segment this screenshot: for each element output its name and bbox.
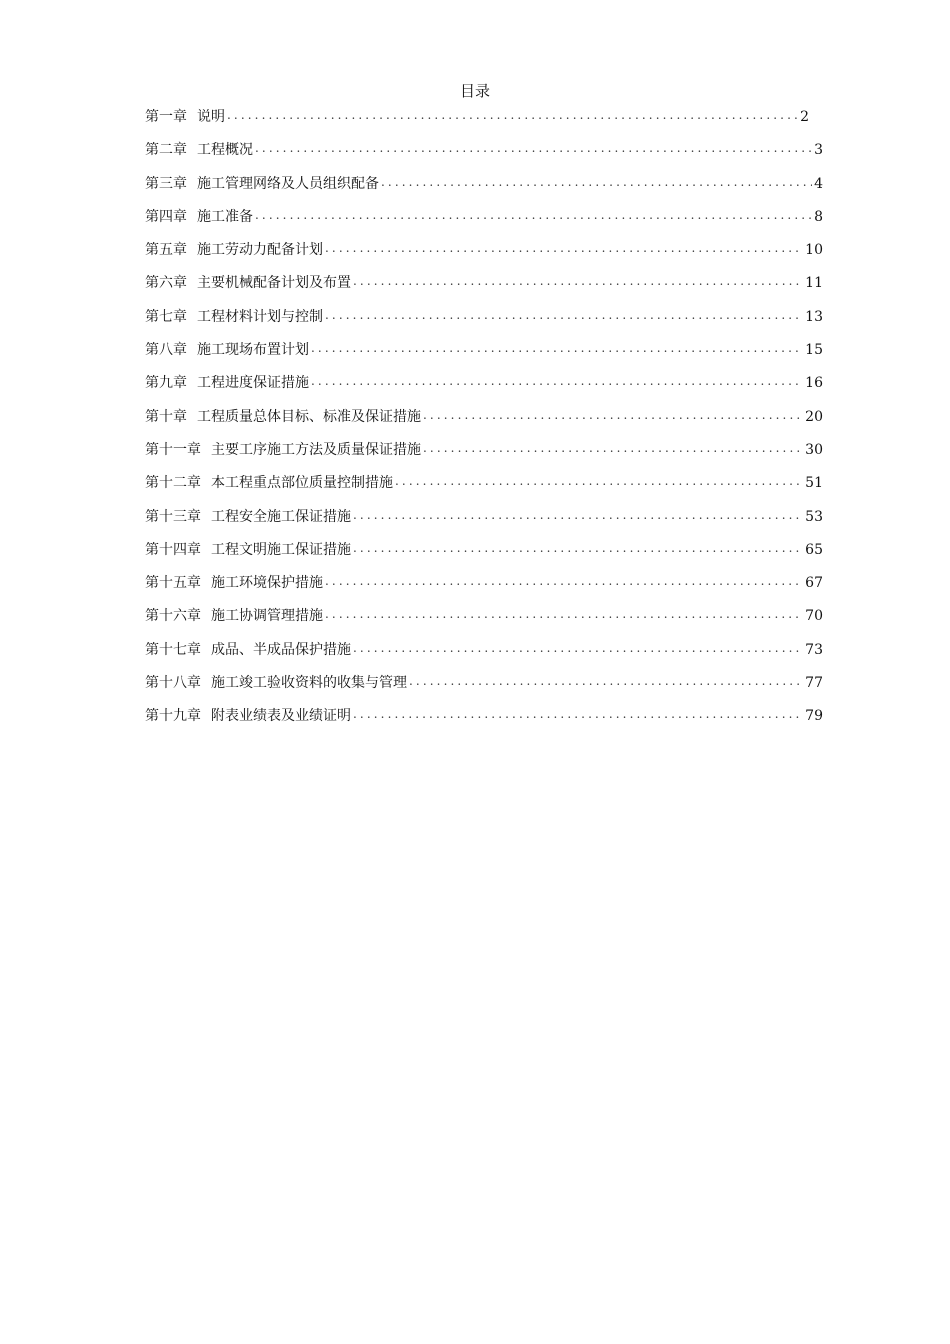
toc-dot-leader [353, 540, 803, 554]
toc-page-number: 51 [805, 475, 823, 492]
toc-heading: 施工准备 [197, 208, 253, 225]
toc-heading: 施工竣工验收资料的收集与管理 [211, 675, 407, 692]
toc-heading: 施工现场布置计划 [197, 342, 309, 359]
toc-page-number: 2 [800, 109, 809, 125]
toc-page-number: 15 [805, 342, 823, 359]
toc-entry[interactable] [145, 107, 823, 140]
toc-entry[interactable] [145, 507, 823, 540]
toc-chapter-number: 第四章 [145, 208, 187, 225]
toc-chapter-number: 第七章 [145, 308, 187, 325]
toc-page-number: 73 [805, 641, 823, 658]
toc-heading: 工程文明施工保证措施 [211, 541, 351, 558]
toc-chapter-number: 第六章 [145, 275, 187, 292]
toc-page-number: 77 [805, 675, 823, 692]
toc-title: 目录 [459, 82, 490, 100]
toc-page-number: 16 [805, 375, 823, 392]
toc-entry[interactable] [145, 540, 823, 573]
toc-chapter-number: 第十二章 [145, 475, 201, 492]
toc-dot-leader [353, 640, 803, 654]
toc-dot-leader [409, 673, 803, 687]
toc-heading: 本工程重点部位质量控制措施 [211, 475, 393, 492]
toc-chapter-number: 第九章 [145, 375, 187, 392]
toc-page-number: 30 [805, 441, 823, 458]
toc-dot-leader [325, 307, 803, 321]
toc-dot-leader [255, 207, 812, 221]
toc-chapter-number: 第三章 [145, 175, 187, 192]
toc-chapter-number: 第十五章 [145, 575, 201, 592]
toc-entry[interactable] [145, 307, 823, 340]
toc-entry[interactable] [145, 640, 823, 673]
toc-list [145, 107, 823, 740]
toc-heading: 成品、半成品保护措施 [211, 641, 351, 658]
toc-chapter-number: 第十六章 [145, 608, 201, 625]
toc-entry[interactable] [145, 207, 823, 240]
toc-page-number: 3 [814, 142, 823, 159]
toc-page-number: 70 [805, 608, 823, 625]
toc-dot-leader [325, 606, 803, 620]
toc-dot-leader [353, 273, 803, 287]
toc-entry[interactable] [145, 440, 823, 473]
toc-entry[interactable] [145, 606, 823, 639]
toc-chapter-number: 第十章 [145, 408, 187, 425]
toc-entry[interactable] [145, 706, 823, 739]
toc-heading: 施工环境保护措施 [211, 575, 323, 592]
toc-chapter-number: 第十一章 [145, 441, 201, 458]
toc-dot-leader [325, 573, 803, 587]
toc-entry[interactable] [145, 573, 823, 606]
toc-heading: 施工协调管理措施 [211, 608, 323, 625]
toc-page-number: 4 [814, 175, 823, 192]
toc-entry[interactable] [145, 473, 823, 506]
toc-entry[interactable] [145, 407, 823, 440]
toc-entry[interactable] [145, 273, 823, 306]
toc-heading: 工程概况 [197, 142, 253, 159]
toc-page-number: 13 [805, 308, 823, 325]
toc-page-number: 11 [805, 275, 823, 292]
toc-entry[interactable] [145, 673, 823, 706]
toc-heading: 工程质量总体目标、标准及保证措施 [197, 408, 421, 425]
toc-heading: 工程安全施工保证措施 [211, 508, 351, 525]
toc-heading: 说明 [197, 109, 225, 125]
toc-page-number: 10 [805, 242, 823, 259]
toc-entry[interactable] [145, 373, 823, 406]
toc-chapter-number: 第十八章 [145, 675, 201, 692]
toc-entry[interactable] [145, 240, 823, 273]
toc-dot-leader [423, 407, 803, 421]
toc-page-number: 8 [814, 208, 823, 225]
toc-dot-leader [311, 373, 803, 387]
toc-dot-leader [227, 107, 798, 121]
toc-page-number: 79 [805, 708, 823, 725]
toc-dot-leader [353, 706, 803, 720]
toc-dot-leader [423, 440, 803, 454]
toc-dot-leader [353, 507, 803, 521]
toc-heading: 工程进度保证措施 [197, 375, 309, 392]
toc-chapter-number: 第二章 [145, 142, 187, 159]
toc-page-number: 20 [805, 408, 823, 425]
toc-entry[interactable] [145, 140, 823, 173]
toc-dot-leader [311, 340, 803, 354]
toc-page-number: 65 [805, 541, 823, 558]
toc-entry[interactable] [145, 174, 823, 207]
toc-dot-leader [381, 174, 812, 188]
toc-entry[interactable] [145, 340, 823, 373]
toc-chapter-number: 第十三章 [145, 508, 201, 525]
toc-heading: 施工管理网络及人员组织配备 [197, 175, 379, 192]
toc-page-number: 53 [805, 508, 823, 525]
toc-heading: 主要机械配备计划及布置 [197, 275, 351, 292]
toc-chapter-number: 第十四章 [145, 541, 201, 558]
toc-dot-leader [255, 140, 812, 154]
toc-heading: 施工劳动力配备计划 [197, 242, 323, 259]
toc-heading: 附表业绩表及业绩证明 [211, 708, 351, 725]
toc-chapter-number: 第十七章 [145, 641, 201, 658]
toc-chapter-number: 第十九章 [145, 708, 201, 725]
toc-page-number: 67 [805, 575, 823, 592]
toc-dot-leader [395, 473, 803, 487]
toc-heading: 工程材料计划与控制 [197, 308, 323, 325]
toc-chapter-number: 第五章 [145, 242, 187, 259]
toc-chapter-number: 第八章 [145, 342, 187, 359]
toc-chapter-number: 第一章 [145, 109, 187, 125]
toc-dot-leader [325, 240, 803, 254]
toc-heading: 主要工序施工方法及质量保证措施 [211, 441, 421, 458]
